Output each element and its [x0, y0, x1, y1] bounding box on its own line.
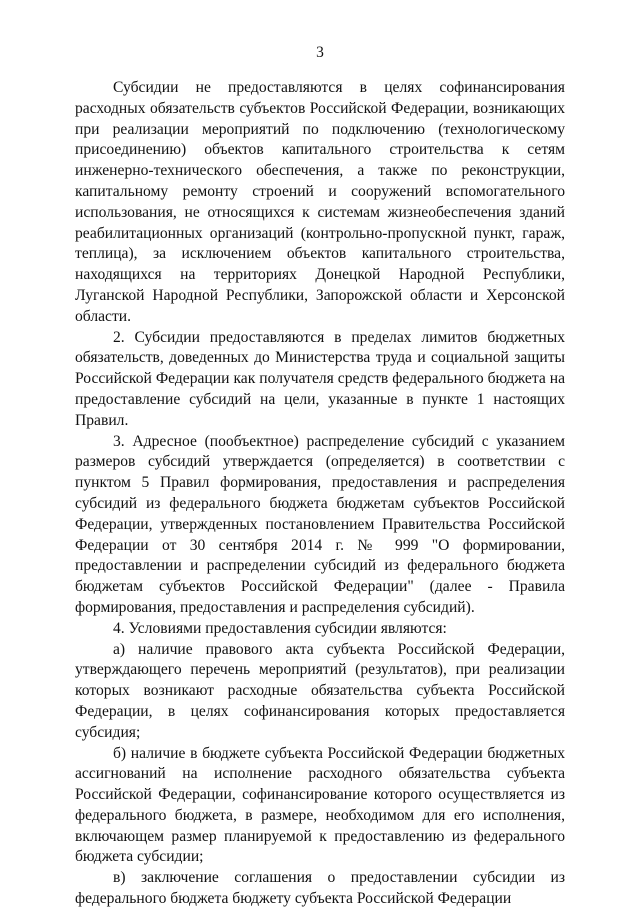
paragraph-item-3-distribution: 3. Адресное (пообъектное) распределение субсидий с указанием размеров субсидий утверждается (определяется) в соответствии с пунктом 5 Правил формирования, предоставления и распределения субсидий из федерального бюджета бюджетам субъектов Российской Федерации, утвержденных постановлением Правительства Российской Федерации от 30 сентября 2014 г. № 999 "О формировании, предоставлении и распределении субсидий из федерального бюджета бюджетам субъектов Российской Федерации" (далее - Правила формирования, предоставления и распределения субсидий).	[75, 432, 565, 616]
paragraph-condition-c: в) заключение соглашения о предоставлении субсидии из федерального бюджета бюджету субъекта Российской Федерации	[75, 869, 565, 908]
paragraph-condition-b: б) наличие в бюджете субъекта Российской Федерации бюджетных ассигнований на исполнение расходного обязательства субъекта Российской Федерации, софинансирование которого осуществляется из федерального бюджета, в размере, необходимом для его исполнения, включающем размер планируемой к предоставлению из федерального бюджета субсидии;	[75, 744, 565, 866]
paragraph-condition-a: а) наличие правового акта субъекта Российской Федерации, утверждающего перечень мероприятий (результатов), при реализации которых возникают расходные обязательства субъекта Российской Федерации, в целях софинансирования которых предоставляется субсидия;	[75, 640, 565, 741]
paragraph-subsidy-exclusions: Субсидии не предоставляются в целях софинансирования расходных обязательств субъектов Российской Федерации, возникающих при реализации мероприятий по подключению (технологическому присоединению) объектов капитального строительства к сетям инженерно-технического обеспечения, а также по реконструкции, капитальному ремонту строений и сооружений вспомогательного использования, не относящихся к системам жизнеобеспечения зданий реабилитационных организаций (контрольно-пропускной пункт, гараж, теплица), за исключением объектов капитального строительства, находящихся на территориях Донецкой Народной Республики, Луганской Народной Республики, Запорожской области и Херсонской области.	[75, 79, 565, 325]
page-number: 3	[316, 44, 324, 61]
paragraph-item-2-budget-limits: 2. Субсидии предоставляются в пределах лимитов бюджетных обязательств, доведенных до Министерства труда и социальной защиты Российской Федерации как получателя средств федерального бюджета на предоставление субсидий на цели, указанные в пункте 1 настоящих Правил.	[75, 328, 565, 429]
document-body	[75, 78, 565, 910]
paragraph-item-4-conditions: 4. Условиями предоставления субсидии являются:	[113, 619, 447, 637]
